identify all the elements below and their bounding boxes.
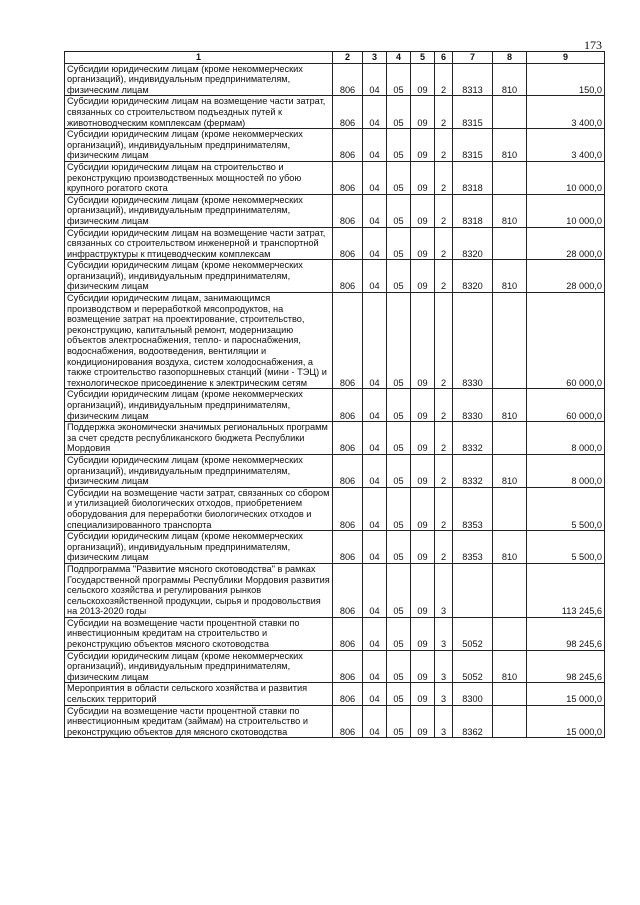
subsection-code-cell: 05 — [387, 63, 411, 96]
expense-type-code-cell — [493, 293, 527, 389]
expense-name-cell: Субсидии юридическим лицам (кроме некоммерческих организаций), индивидуальным предпринимателям, физическим лицам — [65, 389, 333, 422]
subsection-code-cell: 05 — [387, 227, 411, 260]
article-code-cell: 8318 — [453, 161, 493, 194]
expense-name-cell: Субсидии на возмещение части процентной ставки по инвестиционным кредитам (займам) на строительство и реконструкцию объектов для мясного скотоводства — [65, 705, 333, 738]
section-code-cell: 04 — [363, 422, 387, 455]
table-row — [65, 227, 605, 260]
amount-cell: 8 000,0 — [527, 422, 605, 455]
expense-type-code-cell: 810 — [493, 650, 527, 683]
amount-cell: 15 000,0 — [527, 683, 605, 705]
subprogram-code-cell: 2 — [435, 293, 453, 389]
amount-cell: 28 000,0 — [527, 260, 605, 293]
article-code-cell: 8330 — [453, 389, 493, 422]
program-code-cell: 09 — [411, 194, 435, 227]
article-code-cell: 8300 — [453, 683, 493, 705]
program-code-cell: 09 — [411, 161, 435, 194]
table-row — [65, 293, 605, 389]
subsection-code-cell: 05 — [387, 260, 411, 293]
subsection-code-cell: 05 — [387, 194, 411, 227]
section-code-cell: 04 — [363, 63, 387, 96]
expense-name-cell: Субсидии юридическим лицам на возмещение части затрат, связанных со строительством инженерной и транспортной инфраструктуры к птицеводческим комплексам — [65, 227, 333, 260]
section-code-cell: 04 — [363, 260, 387, 293]
subprogram-code-cell: 2 — [435, 63, 453, 96]
expense-type-code-cell — [493, 487, 527, 530]
amount-cell: 60 000,0 — [527, 293, 605, 389]
amount-cell: 15 000,0 — [527, 705, 605, 738]
subprogram-code-cell: 3 — [435, 683, 453, 705]
section-code-cell: 04 — [363, 389, 387, 422]
amount-cell: 5 500,0 — [527, 487, 605, 530]
expense-name-cell: Субсидии юридическим лицам на возмещение части затрат, связанных со строительством подъездных путей к животноводческим комплексам (фермам) — [65, 96, 333, 129]
subsection-code-cell: 05 — [387, 531, 411, 564]
department-code-cell: 806 — [333, 487, 363, 530]
expense-name-cell: Подпрограмма "Развитие мясного скотоводства" в рамках Государственной программы Республики Мордовия развития сельского хозяйства и регулирования рынков сельскохозяйственной продукции, сырья и продовольствия на 2013-2020 годы — [65, 563, 333, 617]
expense-type-code-cell: 810 — [493, 260, 527, 293]
article-code-cell: 8315 — [453, 96, 493, 129]
program-code-cell: 09 — [411, 260, 435, 293]
department-code-cell: 806 — [333, 454, 363, 487]
section-code-cell: 04 — [363, 563, 387, 617]
subsection-code-cell: 05 — [387, 454, 411, 487]
expense-type-code-cell: 810 — [493, 194, 527, 227]
amount-cell: 10 000,0 — [527, 194, 605, 227]
program-code-cell: 09 — [411, 63, 435, 96]
section-code-cell: 04 — [363, 161, 387, 194]
section-code-cell: 04 — [363, 293, 387, 389]
column-header: 7 — [453, 52, 493, 64]
table-row — [65, 650, 605, 683]
expense-name-cell: Мероприятия в области сельского хозяйства и развития сельских территорий — [65, 683, 333, 705]
expense-type-code-cell: 810 — [493, 531, 527, 564]
table-row — [65, 161, 605, 194]
section-code-cell: 04 — [363, 487, 387, 530]
section-code-cell: 04 — [363, 194, 387, 227]
subprogram-code-cell: 2 — [435, 389, 453, 422]
department-code-cell: 806 — [333, 129, 363, 162]
section-code-cell: 04 — [363, 227, 387, 260]
subsection-code-cell: 05 — [387, 487, 411, 530]
subprogram-code-cell: 2 — [435, 194, 453, 227]
article-code-cell: 8330 — [453, 293, 493, 389]
department-code-cell: 806 — [333, 63, 363, 96]
table-row — [65, 96, 605, 129]
department-code-cell: 806 — [333, 563, 363, 617]
article-code-cell: 5052 — [453, 617, 493, 650]
article-code-cell: 8332 — [453, 422, 493, 455]
article-code-cell — [453, 563, 493, 617]
expense-type-code-cell — [493, 96, 527, 129]
article-code-cell: 8320 — [453, 260, 493, 293]
subprogram-code-cell: 2 — [435, 227, 453, 260]
subprogram-code-cell: 3 — [435, 617, 453, 650]
table-row — [65, 487, 605, 530]
page-number: 173 — [584, 38, 602, 52]
expense-type-code-cell: 810 — [493, 454, 527, 487]
subsection-code-cell: 05 — [387, 650, 411, 683]
article-code-cell: 8353 — [453, 531, 493, 564]
expense-name-cell: Субсидии юридическим лицам (кроме некоммерческих организаций), индивидуальным предпринимателям, физическим лицам — [65, 63, 333, 96]
subsection-code-cell: 05 — [387, 389, 411, 422]
subsection-code-cell: 05 — [387, 563, 411, 617]
program-code-cell: 09 — [411, 227, 435, 260]
program-code-cell: 09 — [411, 683, 435, 705]
subprogram-code-cell: 3 — [435, 705, 453, 738]
expense-name-cell: Субсидии юридическим лицам, занимающимся производством и переработкой мясопродуктов, на возмещение затрат на проектирование, строительство, реконструкцию, капитальный ремонт, модернизацию объектов электроснабжения, тепло- и пароснабжения, водоснабжения, водоотведения, вентиляции и кондиционирования воздуха, систем холодоснабжения, а также строительство газопоршневых станций (мини - ТЭЦ) и технологическое присоединение к электрическим сетям — [65, 293, 333, 389]
program-code-cell: 09 — [411, 293, 435, 389]
department-code-cell: 806 — [333, 227, 363, 260]
subprogram-code-cell: 2 — [435, 96, 453, 129]
expense-type-code-cell — [493, 705, 527, 738]
section-code-cell: 04 — [363, 617, 387, 650]
amount-cell: 150,0 — [527, 63, 605, 96]
column-header: 5 — [411, 52, 435, 64]
subsection-code-cell: 05 — [387, 96, 411, 129]
expense-type-code-cell — [493, 422, 527, 455]
subprogram-code-cell: 2 — [435, 531, 453, 564]
amount-cell: 98 245,6 — [527, 650, 605, 683]
section-code-cell: 04 — [363, 683, 387, 705]
subprogram-code-cell: 2 — [435, 260, 453, 293]
amount-cell: 98 245,6 — [527, 617, 605, 650]
program-code-cell: 09 — [411, 705, 435, 738]
program-code-cell: 09 — [411, 650, 435, 683]
expense-name-cell: Субсидии на возмещение части затрат, связанных со сбором и утилизацией биологических отходов, приобретением оборудования для переработки биологических отходов и специализированного транспорта — [65, 487, 333, 530]
subprogram-code-cell: 2 — [435, 454, 453, 487]
program-code-cell: 09 — [411, 487, 435, 530]
subprogram-code-cell: 2 — [435, 161, 453, 194]
column-header: 1 — [65, 52, 333, 64]
table-row — [65, 63, 605, 96]
table-row — [65, 260, 605, 293]
expense-name-cell: Субсидии юридическим лицам (кроме некоммерческих организаций), индивидуальным предпринимателям, физическим лицам — [65, 194, 333, 227]
section-code-cell: 04 — [363, 650, 387, 683]
department-code-cell: 806 — [333, 389, 363, 422]
department-code-cell: 806 — [333, 96, 363, 129]
expense-name-cell: Субсидии юридическим лицам (кроме некоммерческих организаций), индивидуальным предпринимателям, физическим лицам — [65, 650, 333, 683]
column-header: 9 — [527, 52, 605, 64]
column-header: 3 — [363, 52, 387, 64]
amount-cell: 5 500,0 — [527, 531, 605, 564]
department-code-cell: 806 — [333, 705, 363, 738]
amount-cell: 113 245,6 — [527, 563, 605, 617]
department-code-cell: 806 — [333, 683, 363, 705]
department-code-cell: 806 — [333, 293, 363, 389]
table-row — [65, 422, 605, 455]
expense-type-code-cell — [493, 683, 527, 705]
subprogram-code-cell: 2 — [435, 487, 453, 530]
article-code-cell: 8353 — [453, 487, 493, 530]
expense-type-code-cell — [493, 617, 527, 650]
table-row — [65, 194, 605, 227]
section-code-cell: 04 — [363, 454, 387, 487]
program-code-cell: 09 — [411, 389, 435, 422]
article-code-cell: 8313 — [453, 63, 493, 96]
expense-type-code-cell: 810 — [493, 389, 527, 422]
table-row — [65, 129, 605, 162]
program-code-cell: 09 — [411, 129, 435, 162]
amount-cell: 3 400,0 — [527, 96, 605, 129]
expense-name-cell: Поддержка экономически значимых региональных программ за счет средств республиканского бюджета Республики Мордовия — [65, 422, 333, 455]
subprogram-code-cell: 3 — [435, 563, 453, 617]
amount-cell: 3 400,0 — [527, 129, 605, 162]
budget-table — [64, 51, 605, 738]
program-code-cell: 09 — [411, 454, 435, 487]
table-row — [65, 617, 605, 650]
department-code-cell: 806 — [333, 422, 363, 455]
department-code-cell: 806 — [333, 161, 363, 194]
expense-name-cell: Субсидии юридическим лицам (кроме некоммерческих организаций), индивидуальным предпринимателям, физическим лицам — [65, 129, 333, 162]
expense-type-code-cell: 810 — [493, 63, 527, 96]
table-row — [65, 454, 605, 487]
program-code-cell: 09 — [411, 422, 435, 455]
section-code-cell: 04 — [363, 96, 387, 129]
expense-type-code-cell — [493, 227, 527, 260]
header-row — [65, 52, 605, 64]
article-code-cell: 8320 — [453, 227, 493, 260]
subsection-code-cell: 05 — [387, 617, 411, 650]
article-code-cell: 8362 — [453, 705, 493, 738]
column-header: 2 — [333, 52, 363, 64]
article-code-cell: 8318 — [453, 194, 493, 227]
expense-name-cell: Субсидии юридическим лицам на строительство и реконструкцию производственных мощностей по убою крупного рогатого скота — [65, 161, 333, 194]
subsection-code-cell: 05 — [387, 161, 411, 194]
program-code-cell: 09 — [411, 96, 435, 129]
column-header: 4 — [387, 52, 411, 64]
program-code-cell: 09 — [411, 531, 435, 564]
table-row — [65, 563, 605, 617]
expense-name-cell: Субсидии юридическим лицам (кроме некоммерческих организаций), индивидуальным предпринимателям, физическим лицам — [65, 260, 333, 293]
article-code-cell: 8332 — [453, 454, 493, 487]
table-row — [65, 705, 605, 738]
table-row — [65, 683, 605, 705]
department-code-cell: 806 — [333, 260, 363, 293]
subprogram-code-cell: 3 — [435, 650, 453, 683]
section-code-cell: 04 — [363, 129, 387, 162]
table-row — [65, 389, 605, 422]
expense-type-code-cell — [493, 161, 527, 194]
subsection-code-cell: 05 — [387, 129, 411, 162]
column-header: 8 — [493, 52, 527, 64]
amount-cell: 28 000,0 — [527, 227, 605, 260]
subprogram-code-cell: 2 — [435, 422, 453, 455]
department-code-cell: 806 — [333, 531, 363, 564]
section-code-cell: 04 — [363, 705, 387, 738]
subsection-code-cell: 05 — [387, 683, 411, 705]
expense-type-code-cell — [493, 563, 527, 617]
article-code-cell: 5052 — [453, 650, 493, 683]
expense-name-cell: Субсидии на возмещение части процентной ставки по инвестиционным кредитам на строительство и реконструкцию объектов мясного скотоводства — [65, 617, 333, 650]
subsection-code-cell: 05 — [387, 293, 411, 389]
program-code-cell: 09 — [411, 563, 435, 617]
table-row — [65, 531, 605, 564]
expense-name-cell: Субсидии юридическим лицам (кроме некоммерческих организаций), индивидуальным предпринимателям, физическим лицам — [65, 531, 333, 564]
department-code-cell: 806 — [333, 617, 363, 650]
amount-cell: 10 000,0 — [527, 161, 605, 194]
amount-cell: 60 000,0 — [527, 389, 605, 422]
department-code-cell: 806 — [333, 194, 363, 227]
program-code-cell: 09 — [411, 617, 435, 650]
section-code-cell: 04 — [363, 531, 387, 564]
column-header: 6 — [435, 52, 453, 64]
subsection-code-cell: 05 — [387, 422, 411, 455]
department-code-cell: 806 — [333, 650, 363, 683]
subprogram-code-cell: 2 — [435, 129, 453, 162]
amount-cell: 8 000,0 — [527, 454, 605, 487]
expense-type-code-cell: 810 — [493, 129, 527, 162]
subsection-code-cell: 05 — [387, 705, 411, 738]
expense-name-cell: Субсидии юридическим лицам (кроме некоммерческих организаций), индивидуальным предпринимателям, физическим лицам — [65, 454, 333, 487]
article-code-cell: 8315 — [453, 129, 493, 162]
